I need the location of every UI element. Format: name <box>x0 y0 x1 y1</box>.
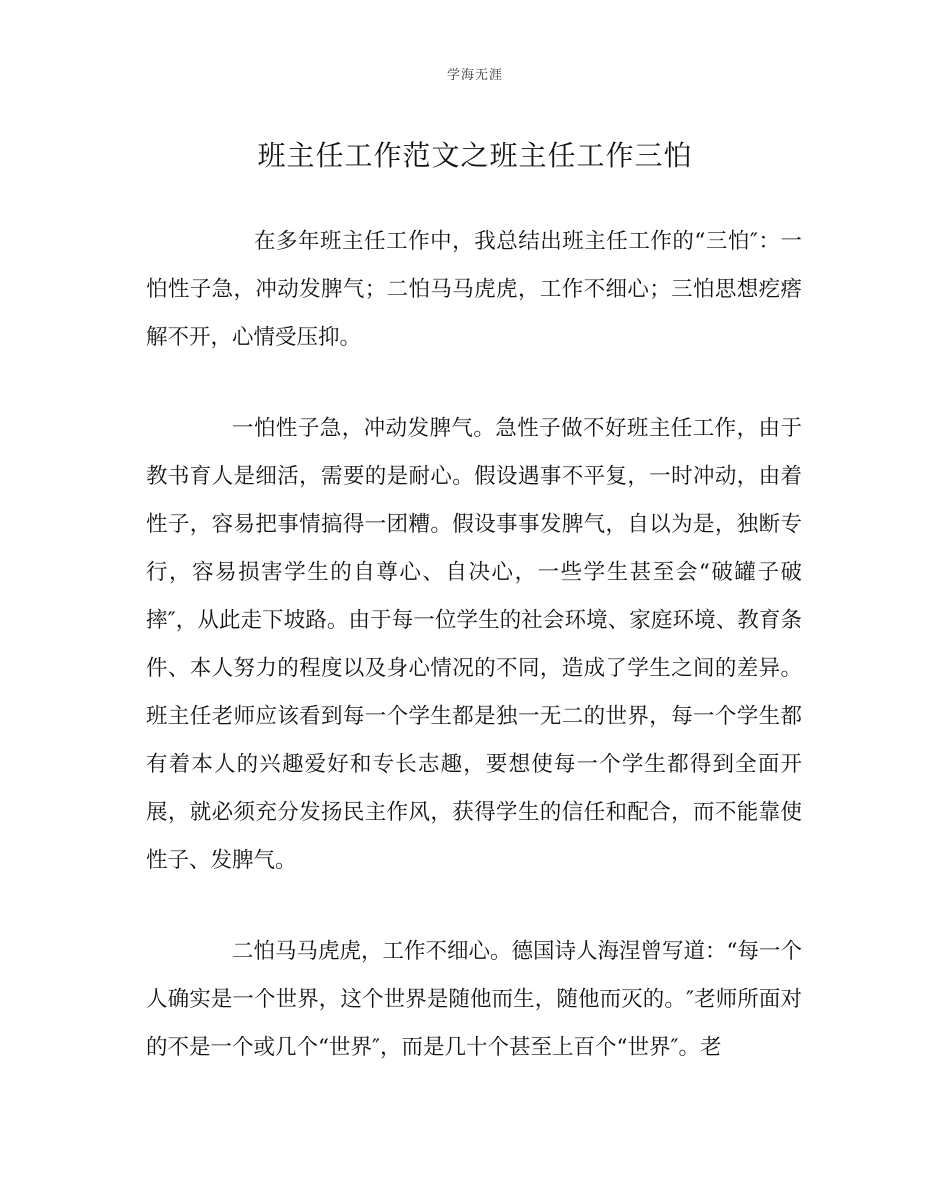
paragraph-second-fear: 二怕马马虎虎，工作不细心。德国诗人海涅曾写道：“每一个人确实是一个世界，这个世界是随他而生，随他而灭的。″老师所面对的不是一个或几个“世界″，而是几十个甚至上百个“世界″。老 <box>146 939 802 1060</box>
page-header: 学海无涯 <box>446 68 503 83</box>
paragraph-first-fear: 一怕性子急，冲动发脾气。急性子做不好班主任工作，由于教书育人是细活，需要的是耐心。假设遇事不平复，一时冲动，由着性子，容易把事情搞得一团糟。假设事事发脾气，自以为是，独断专行，容易损害学生的自尊心、自决心，一些学生甚至会“破罐子破摔″，从此走下坡路。由于每一位学生的社会环境、家庭环境、教育条件、本人努力的程度以及身心情况的不同，造成了学生之间的差异。班主任老师应该看到每一个学生都是独一无二的世界，每一个学生都有着本人的兴趣爱好和专长志趣，要想使每一个学生都得到全面开展，就必须充分发扬民主作风，获得学生的信任和配合，而不能靠使性子、发脾气。 <box>146 416 802 873</box>
document-body <box>146 218 802 1115</box>
document-title: 班主任工作范文之班主任工作三怕 <box>257 139 693 172</box>
paragraph-intro: 在多年班主任工作中，我总结出班主任工作的“三怕″：一怕性子急，冲动发脾气；二怕马马虎虎，工作不细心；三怕思想疙瘩解不开，心情受压抑。 <box>146 229 802 350</box>
